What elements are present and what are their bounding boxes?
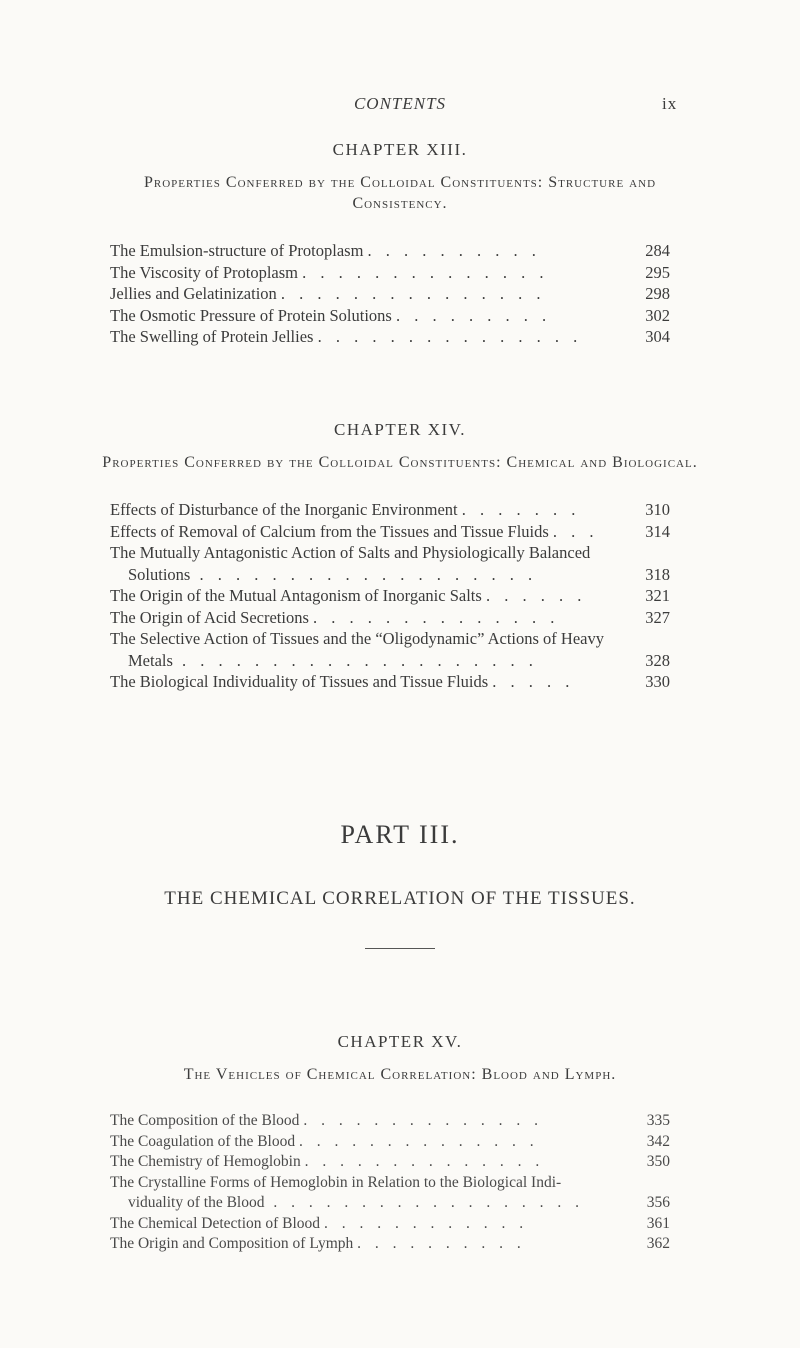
toc-page-number: 330 [645,672,670,691]
toc-entry: The Viscosity of Protoplasm . . . . . . . . . . . . . . 295 [110,262,670,282]
part-subtitle: THE CHEMICAL CORRELATION OF THE TISSUES. [164,888,636,909]
toc-entry: The Biological Individuality of Tissues and Tissue Fluids . . . . . 330 [110,672,670,691]
toc-entry: Jellies and Gelatinization . . . . . . . . . . . . . . . 298 [110,284,670,303]
toc-page-number: 304 [645,327,670,346]
toc-entry: Effects of Disturbance of the Inorganic Environment . . . . . . . 310 [110,500,670,519]
toc-page-number: 314 [645,521,670,541]
toc-entry: The Osmotic Pressure of Protein Solutions . . . . . . . . . 302 [110,305,670,325]
toc-page-number: 284 [645,241,670,260]
toc-entry: The Origin and Composition of Lymph . . . . . . . . . . 362 [110,1234,650,1255]
toc-page-number: 321 [645,586,670,605]
chapter-13-entries [0,240,800,348]
toc-page-number: 302 [645,305,670,325]
chapter-13-heading: CHAPTER XIII. [332,140,468,159]
header-page-number: ix [662,94,678,113]
toc-entry: Effects of Removal of Calcium from the Tissues and Tissue Fluids . . . 314 [110,521,670,541]
chapter-14-subtitle: Properties Conferred by the Colloidal Constituents: Chemical and Biological. [102,454,698,471]
chapter-14-heading: CHAPTER XIV. [334,420,466,439]
toc-page-number: 327 [645,607,670,627]
toc-entry: The Crystalline Forms of Hemoglobin in Relation to the Biological Indi- viduality of the Blood . . . . . . . . . . . . . . . . . . 356 [110,1173,650,1214]
part-title: PART III. [340,820,460,849]
part-3-section [0,820,800,949]
toc-page-number: 298 [645,284,670,303]
chapter-15-section [0,1032,800,1255]
chapter-13-subtitle: Properties Conferred by the Colloidal Constituents: Structure and Consistency. [143,174,657,212]
toc-page-number: 318 [645,564,670,584]
toc-page-number: 328 [645,650,670,670]
toc-entry: The Swelling of Protein Jellies . . . . . . . . . . . . . . . 304 [110,327,670,346]
chapter-13-section [0,140,800,348]
toc-entry: The Composition of the Blood . . . . . . . . . . . . . . 335 [110,1111,650,1132]
running-header [0,94,800,114]
chapter-15-entries [0,1111,800,1255]
toc-page-number: 361 [646,1214,670,1232]
toc-page-number: 350 [646,1153,670,1170]
chapter-14-entries [0,499,800,693]
chapter-15-heading: CHAPTER XV. [337,1032,463,1051]
toc-page-number: 356 [646,1194,670,1211]
toc-entry: The Mutually Antagonistic Action of Salts and Physiologically Balanced Solutions . . . . . . . . . . . . . . . . . . . 318 [110,543,670,584]
chapter-14-section [0,420,800,693]
header-title: CONTENTS [353,94,447,113]
toc-page-number: 310 [645,500,670,519]
toc-entry: The Chemical Detection of Blood . . . . . . . . . . . . 361 [110,1214,650,1235]
divider-rule [365,948,435,949]
toc-entry: The Emulsion-structure of Protoplasm . . . . . . . . . . 284 [110,241,670,260]
toc-entry: The Origin of the Mutual Antagonism of Inorganic Salts . . . . . . 321 [110,586,670,605]
toc-entry: The Coagulation of the Blood . . . . . . . . . . . . . . 342 [110,1132,650,1153]
toc-page-number: 362 [646,1235,670,1252]
toc-entry: The Selective Action of Tissues and the “Oligodynamic” Actions of Heavy Metals . . . . . . . . . . . . . . . . . . . . 328 [110,629,670,670]
toc-page-number: 342 [646,1132,670,1150]
toc-entry: The Origin of Acid Secretions . . . . . . . . . . . . . . 327 [110,607,670,627]
toc-entry: The Chemistry of Hemoglobin . . . . . . . . . . . . . . 350 [110,1152,650,1173]
toc-page-number: 335 [646,1112,670,1129]
chapter-15-subtitle: The Vehicles of Chemical Correlation: Blood and Lymph. [183,1066,617,1083]
toc-page-number: 295 [645,262,670,282]
